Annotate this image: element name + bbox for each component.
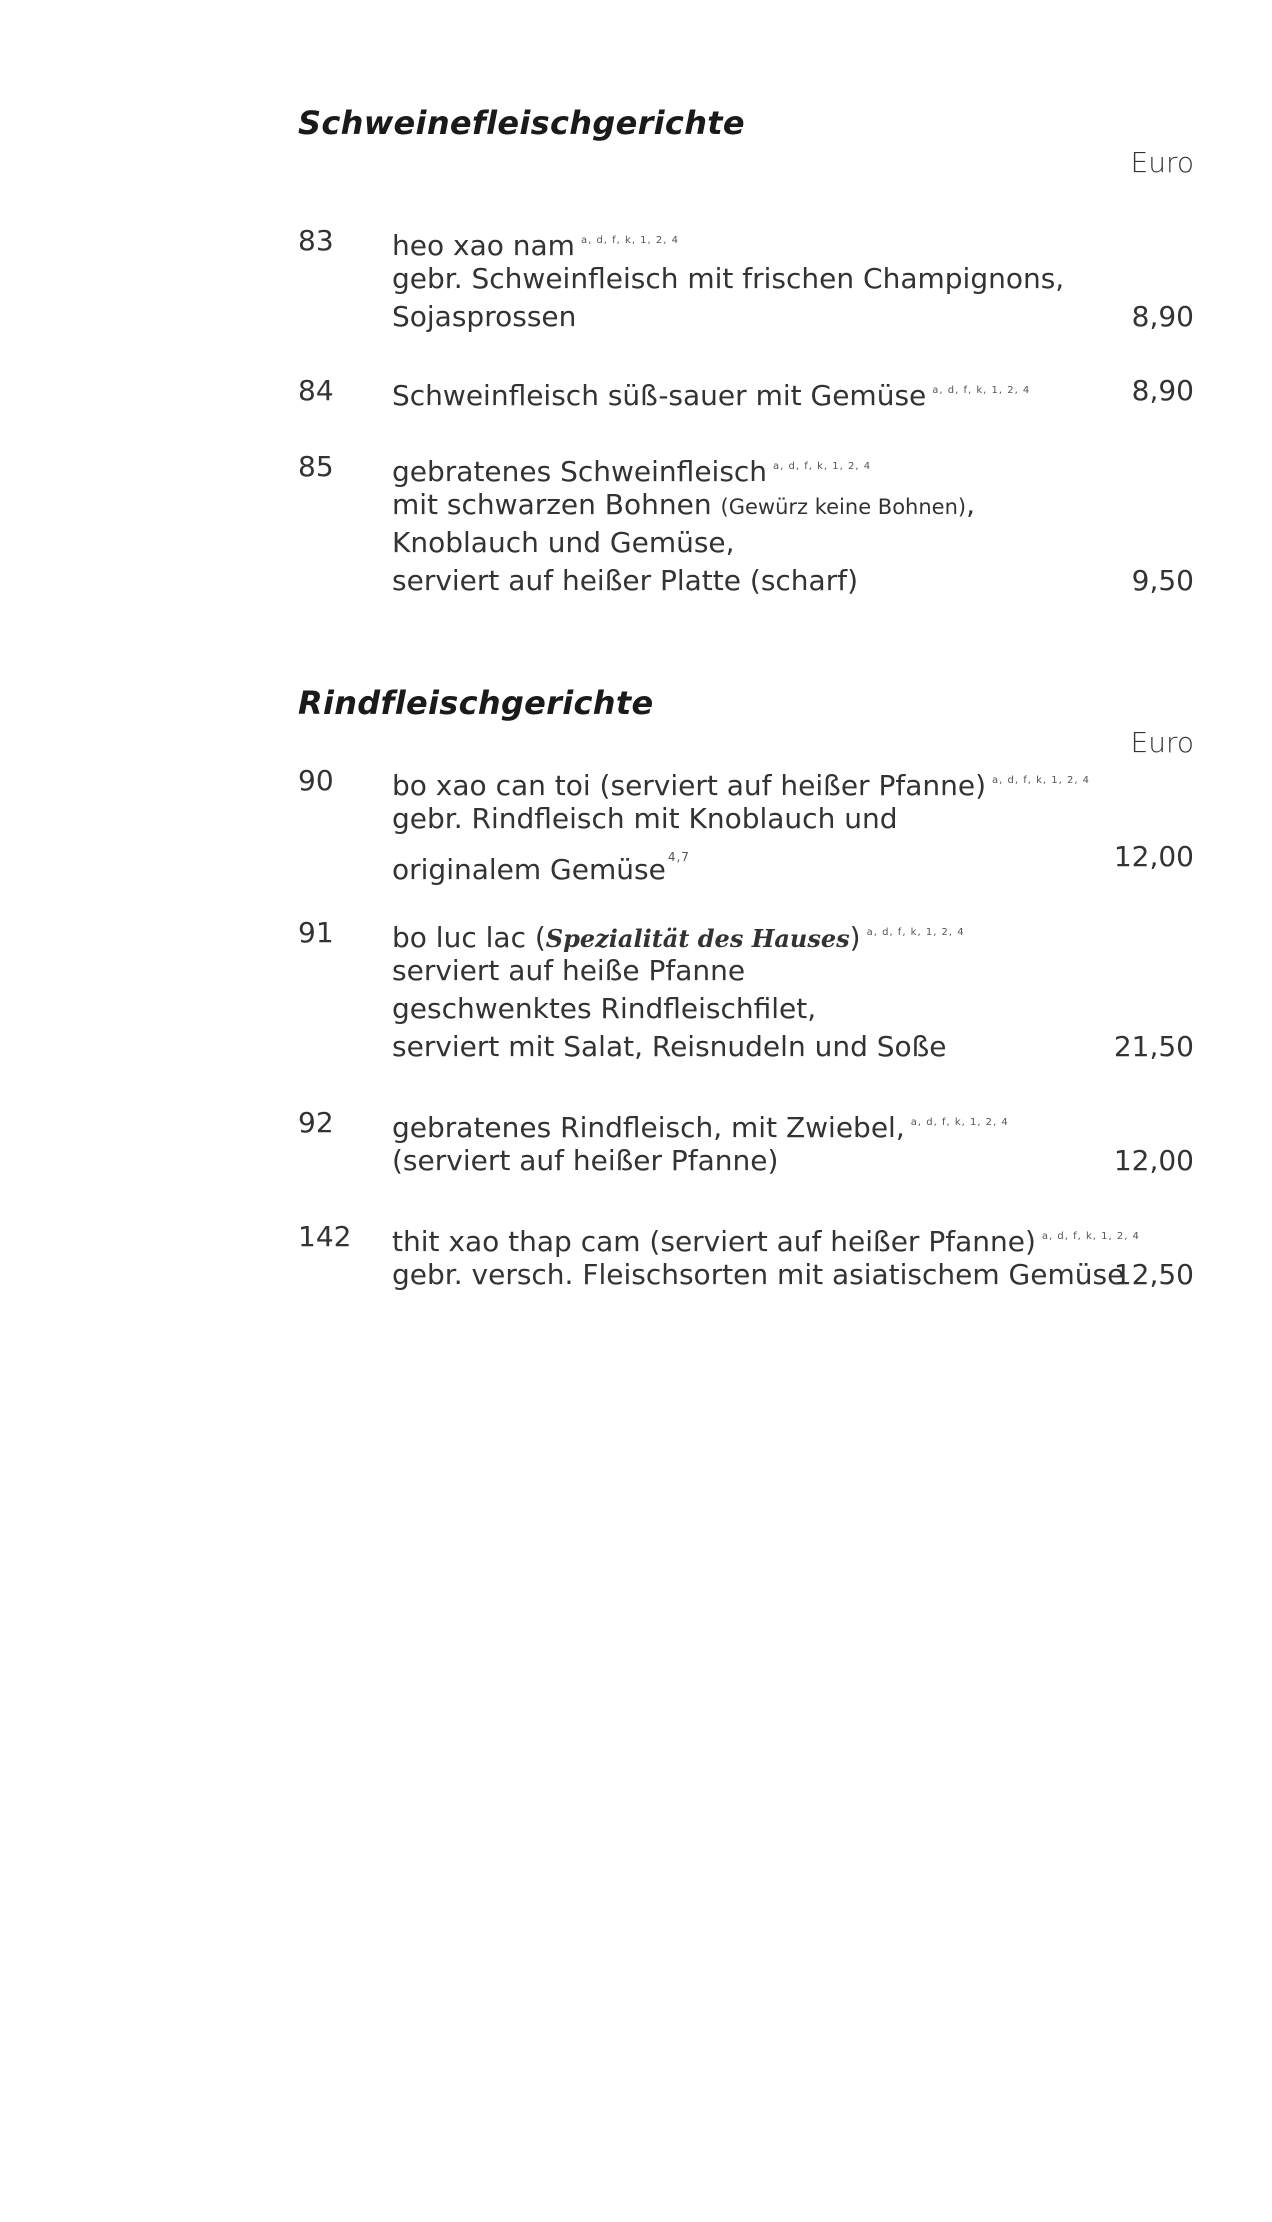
menu-item-92 xyxy=(298,1104,1194,1180)
item-punctuation: , xyxy=(966,488,975,521)
item-name-suffix: ) xyxy=(849,921,861,954)
item-description: Knoblauch und Gemüse, xyxy=(392,526,735,559)
item-number: 85 xyxy=(298,450,334,483)
item-number: 83 xyxy=(298,224,334,257)
item-number: 90 xyxy=(298,764,334,797)
allergen-codes: 4,7 xyxy=(667,850,690,864)
item-price: 9,50 xyxy=(1131,564,1194,597)
item-price: 8,90 xyxy=(1131,300,1194,333)
allergen-codes: a, d, f, k, 1, 2, 4 xyxy=(1041,1231,1140,1242)
currency-label-pork: Euro xyxy=(1130,146,1194,179)
item-description: geschwenktes Rindfleischfilet, xyxy=(392,992,817,1025)
item-name: bo xao can toi (serviert auf heißer Pfanne) xyxy=(392,769,987,802)
item-number: 84 xyxy=(298,374,334,407)
allergen-codes: a, d, f, k, 1, 2, 4 xyxy=(910,1117,1009,1128)
allergen-codes: a, d, f, k, 1, 2, 4 xyxy=(992,775,1091,786)
item-description: gebr. versch. Fleischsorten mit asiatischem Gemüse xyxy=(392,1258,1125,1291)
item-description: Sojasprossen xyxy=(392,300,577,333)
allergen-codes: a, d, f, k, 1, 2, 4 xyxy=(866,927,965,938)
item-description: serviert auf heißer Platte (scharf) xyxy=(392,564,858,597)
item-number: 92 xyxy=(298,1106,334,1139)
currency-label-beef: Euro xyxy=(1130,726,1194,759)
item-description: serviert mit Salat, Reisnudeln und Soße xyxy=(392,1030,947,1063)
menu-item-83 xyxy=(298,222,1194,336)
item-description: (serviert auf heißer Pfanne) xyxy=(392,1144,779,1177)
item-name: thit xao thap cam (serviert auf heißer Pfanne) xyxy=(392,1225,1036,1258)
item-price: 12,50 xyxy=(1113,1258,1194,1291)
item-price: 12,00 xyxy=(1113,1144,1194,1177)
item-price: 8,90 xyxy=(1131,374,1194,407)
menu-item-91 xyxy=(298,914,1194,1066)
item-name: bo luc lac ( xyxy=(392,921,546,954)
allergen-codes: a, d, f, k, 1, 2, 4 xyxy=(773,461,872,472)
allergen-codes: a, d, f, k, 1, 2, 4 xyxy=(932,385,1031,396)
menu-item-84 xyxy=(298,372,1194,410)
allergen-codes: a, d, f, k, 1, 2, 4 xyxy=(580,235,679,246)
item-price: 21,50 xyxy=(1113,1030,1194,1063)
section-title-beef: Rindfleischgerichte xyxy=(298,684,654,722)
item-description: serviert auf heiße Pfanne xyxy=(392,954,746,987)
item-price: 12,00 xyxy=(1113,840,1194,873)
item-description: originalem Gemüse xyxy=(392,853,666,886)
house-specialty-label: Spezialität des Hauses xyxy=(545,924,850,953)
item-name: Schweinfleisch süß-sauer mit Gemüse xyxy=(392,379,927,412)
menu-item-142 xyxy=(298,1218,1194,1294)
item-note: (Gewürz keine Bohnen) xyxy=(720,495,967,519)
item-description: mit schwarzen Bohnen xyxy=(392,488,721,521)
menu-item-90 xyxy=(298,762,1194,886)
item-name: gebratenes Rindfleisch, mit Zwiebel, xyxy=(392,1111,905,1144)
item-name: gebratenes Schweinfleisch xyxy=(392,455,768,488)
section-title-pork: Schweinefleischgerichte xyxy=(298,104,745,142)
item-name: heo xao nam xyxy=(392,229,575,262)
item-number: 91 xyxy=(298,916,334,949)
item-description: gebr. Schweinfleisch mit frischen Champignons, xyxy=(392,262,1065,295)
item-number: 142 xyxy=(298,1220,352,1253)
item-description: gebr. Rindfleisch mit Knoblauch und xyxy=(392,802,898,835)
menu-item-85 xyxy=(298,448,1194,600)
